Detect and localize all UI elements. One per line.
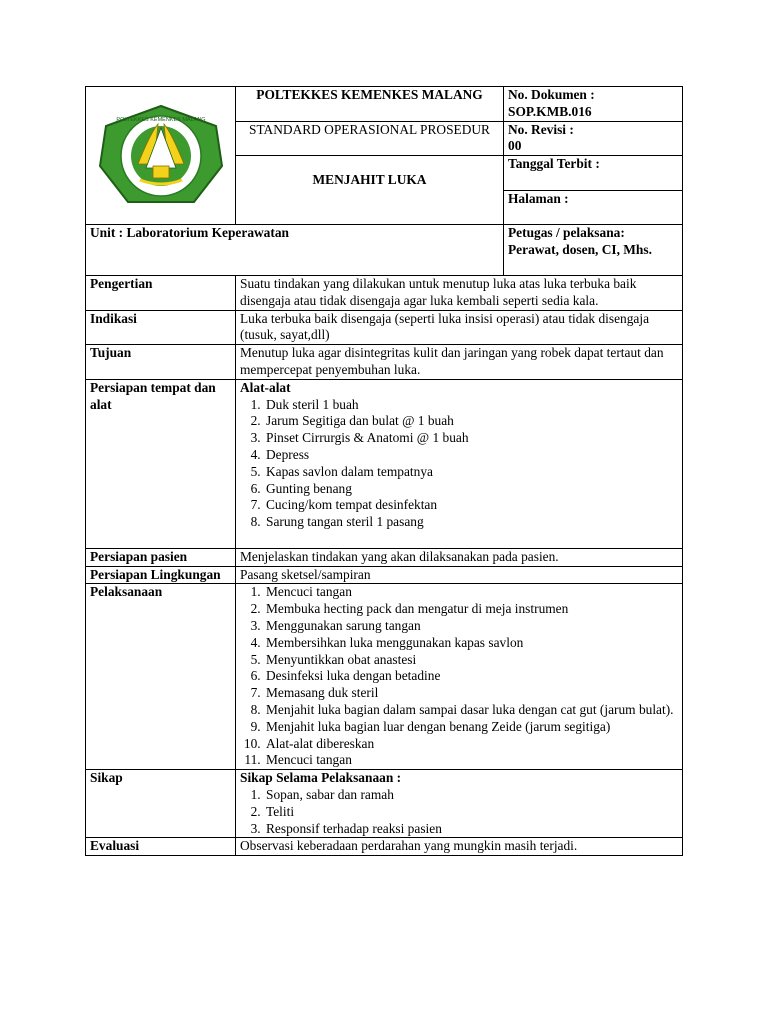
list-item: 2. Membuka hecting pack dan mengatur di meja instrumen (264, 601, 678, 618)
officer-cell (504, 225, 683, 276)
list-item: 7. Cucing/kom tempat desinfektan (264, 497, 678, 514)
doc-number-cell (504, 87, 683, 122)
officer-label: Petugas / pelaksana: (508, 225, 625, 240)
sop-type: STANDARD OPERASIONAL PROSEDUR (236, 121, 504, 156)
indikasi-text: Luka terbuka baik disengaja (seperti luka insisi operasi) atau tidak disengaja (tusuk, sayat,dll) (236, 310, 683, 345)
list-item: 8. Sarung tangan steril 1 pasang (264, 514, 678, 531)
list-item: 5. Menyuntikkan obat anastesi (264, 652, 678, 669)
persiapan-lingkungan-label: Persiapan Lingkungan (86, 566, 236, 584)
persiapan-alat-cell (236, 379, 683, 548)
sikap-heading: Sikap Selama Pelaksanaan : (240, 770, 402, 786)
poltekkes-logo-icon (98, 104, 224, 208)
list-item: 1. Mencuci tangan (264, 584, 678, 601)
pelaksanaan-list (240, 584, 678, 769)
list-item: 1. Sopan, sabar dan ramah (264, 787, 678, 804)
sop-document (85, 86, 682, 856)
officer-value: Perawat, dosen, CI, Mhs. (508, 241, 652, 257)
persiapan-pasien-label: Persiapan pasien (86, 548, 236, 566)
doc-number-value: SOP.KMB.016 (508, 103, 592, 119)
revision-value: 00 (508, 138, 522, 154)
list-item: 7. Memasang duk steril (264, 685, 678, 702)
pelaksanaan-label: Pelaksanaan (86, 584, 236, 770)
list-item: 1. Duk steril 1 buah (264, 397, 678, 414)
sop-title: MENJAHIT LUKA (236, 156, 504, 225)
list-item: 2. Teliti (264, 804, 678, 821)
pelaksanaan-cell (236, 584, 683, 770)
list-item: 4. Membersihkan luka menggunakan kapas savlon (264, 635, 678, 652)
list-item: 6. Desinfeksi luka dengan betadine (264, 668, 678, 685)
logo-text: POLTEKKES KEMENKES MALANG (116, 116, 206, 123)
tujuan-text: Menutup luka agar disintegritas kulit dan jaringan yang robek dapat tertaut dan mempercepat penyembuhan luka. (236, 345, 683, 380)
logo-cell (86, 87, 236, 225)
pengertian-label: Pengertian (86, 276, 236, 311)
issue-date-label: Tanggal Terbit : (504, 156, 683, 191)
evaluasi-label: Evaluasi (86, 838, 236, 856)
list-item: 11. Mencuci tangan (264, 752, 678, 769)
alat-heading: Alat-alat (240, 379, 291, 395)
list-item: 5. Kapas savlon dalam tempatnya (264, 464, 678, 481)
persiapan-pasien-text: Menjelaskan tindakan yang akan dilaksanakan pada pasien. (236, 548, 683, 566)
list-item: 4. Depress (264, 447, 678, 464)
sop-table (85, 86, 683, 856)
list-item: 8. Menjahit luka bagian dalam sampai dasar luka dengan cat gut (jarum bulat). (264, 702, 678, 719)
list-item: 2. Jarum Segitiga dan bulat @ 1 buah (264, 413, 678, 430)
list-item: 3. Responsif terhadap reaksi pasien (264, 821, 678, 838)
alat-list (240, 397, 678, 531)
persiapan-lingkungan-text: Pasang sketsel/sampiran (236, 566, 683, 584)
evaluasi-text: Observasi keberadaan perdarahan yang mungkin masih terjadi. (236, 838, 683, 856)
list-item: 3. Pinset Cirrurgis & Anatomi @ 1 buah (264, 430, 678, 447)
list-item: 9. Menjahit luka bagian luar dengan benang Zeide (jarum segitiga) (264, 719, 678, 736)
doc-number-label: No. Dokumen : (508, 87, 595, 102)
revision-cell (504, 121, 683, 156)
pengertian-text: Suatu tindakan yang dilakukan untuk menutup luka atas luka terbuka baik disengaja atau tidak disengaja agar luka kembali seperti sedia kala. (236, 276, 683, 311)
list-item: 10. Alat-alat dibereskan (264, 736, 678, 753)
sikap-cell (236, 770, 683, 838)
unit-label: Unit : Laboratorium Keperawatan (86, 225, 504, 276)
sikap-label: Sikap (86, 770, 236, 838)
tujuan-label: Tujuan (86, 345, 236, 380)
page-label: Halaman : (504, 191, 683, 225)
sikap-list (240, 787, 678, 837)
persiapan-alat-label: Persiapan tempat dan alat (86, 379, 236, 548)
list-item: 3. Menggunakan sarung tangan (264, 618, 678, 635)
indikasi-label: Indikasi (86, 310, 236, 345)
revision-label: No. Revisi : (508, 121, 574, 137)
institution-logo (86, 87, 236, 224)
institution-name: POLTEKKES KEMENKES MALANG (236, 87, 504, 122)
list-item: 6. Gunting benang (264, 481, 678, 498)
